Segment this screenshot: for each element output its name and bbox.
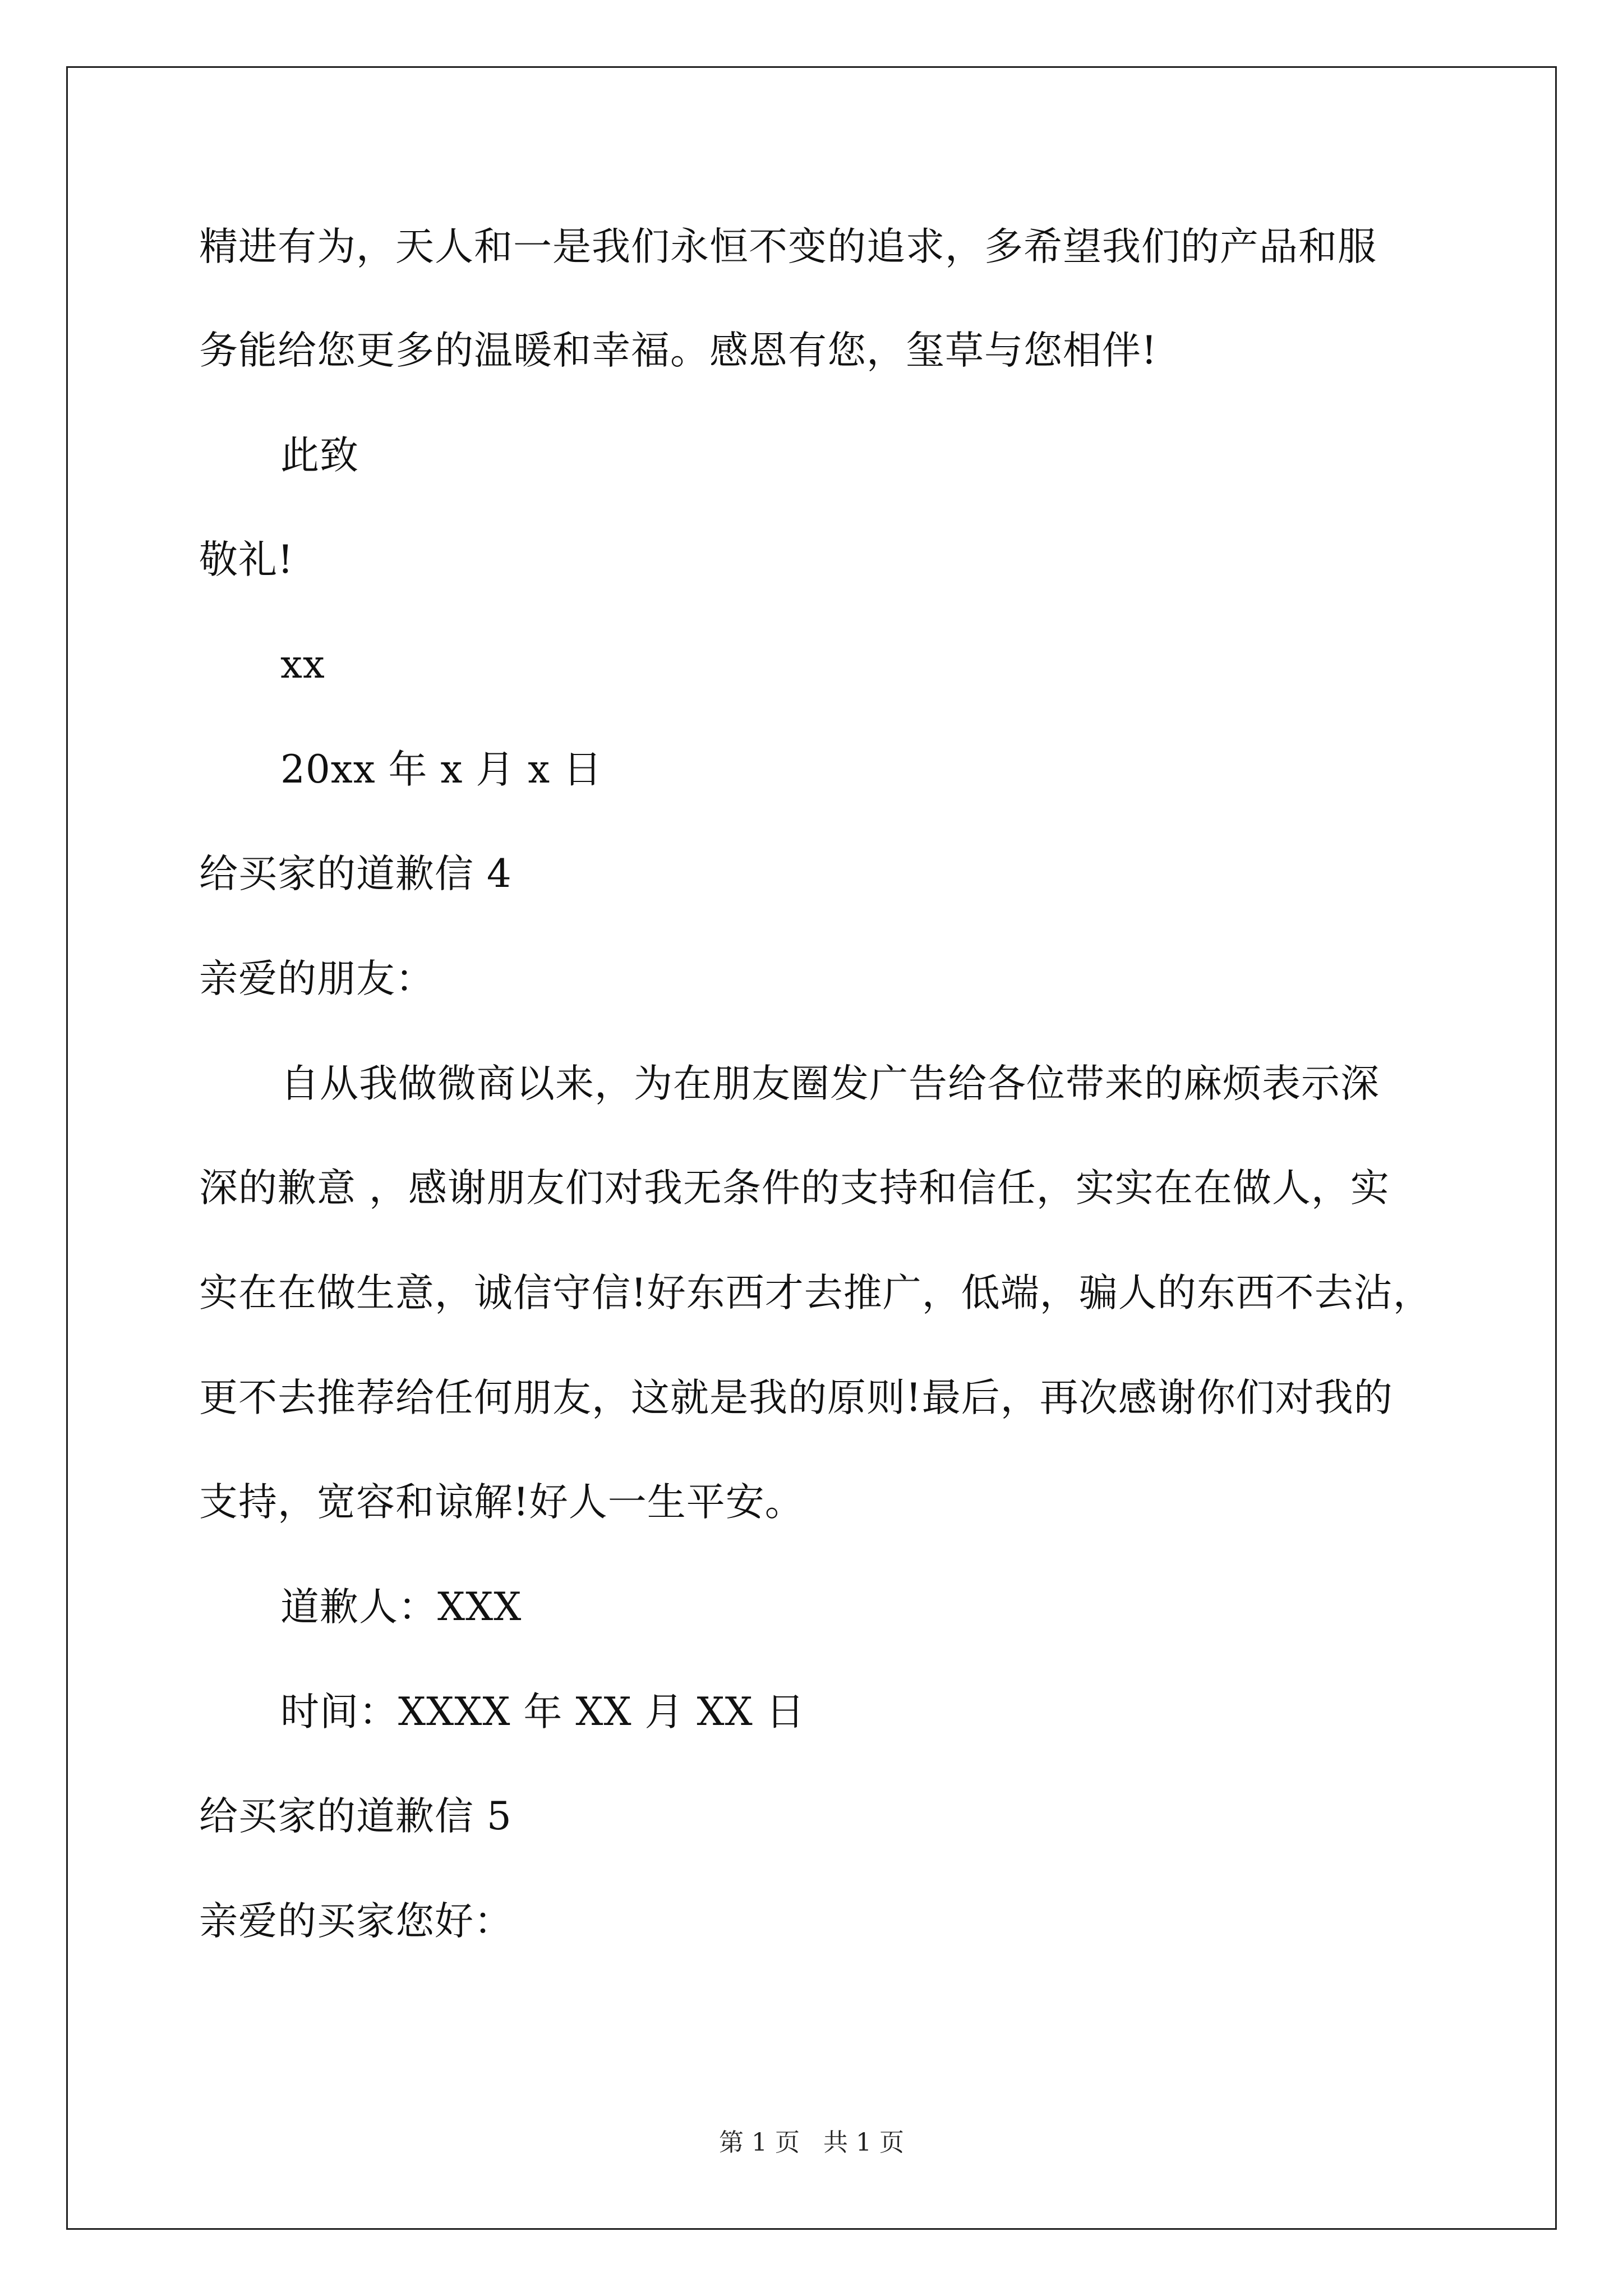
page-number-current: 第 1 页 [719,2128,800,2157]
closing-salutation: 此致 [280,433,359,478]
closing-regards: 敬礼! [199,537,294,582]
paragraph-line: 深的歉意 ，感谢朋友们对我无条件的支持和信任，实实在在做人，实 [199,1166,1390,1211]
paragraph-line: 更不去推荐给任何朋友，这就是我的原则!最后，再次感谢你们对我的 [199,1375,1393,1420]
letter-heading: 给买家的道歉信 5 [199,1794,512,1839]
apologizer-line: 道歉人：XXX [280,1585,522,1630]
paragraph-line: 支持，宽容和谅解!好人一生平安。 [199,1480,804,1525]
page-footer [0,2126,1623,2160]
letter-date: 20xx 年 x 月 x 日 [280,747,603,792]
signer-name: xx [280,642,325,687]
letter-heading: 给买家的道歉信 4 [199,852,512,896]
letter-greeting: 亲爱的朋友： [199,956,435,1001]
paragraph-line: 务能给您更多的温暖和幸福。感恩有您，玺草与您相伴! [199,328,1158,373]
paragraph-line: 实在在做生意，诚信守信!好东西才去推广，低端，骗人的东西不去沾， [199,1271,1432,1315]
paragraph-line: 自从我做微商以来，为在朋友圈发广告给各位带来的麻烦表示深 [280,1061,1380,1106]
page-number-total: 共 1 页 [823,2128,904,2157]
letter-greeting: 亲爱的买家您好： [199,1899,513,1944]
time-line: 时间：XXXX 年 XX 月 XX 日 [280,1690,805,1734]
paragraph-line: 精进有为，天人和一是我们永恒不变的追求，多希望我们的产品和服 [199,224,1377,269]
